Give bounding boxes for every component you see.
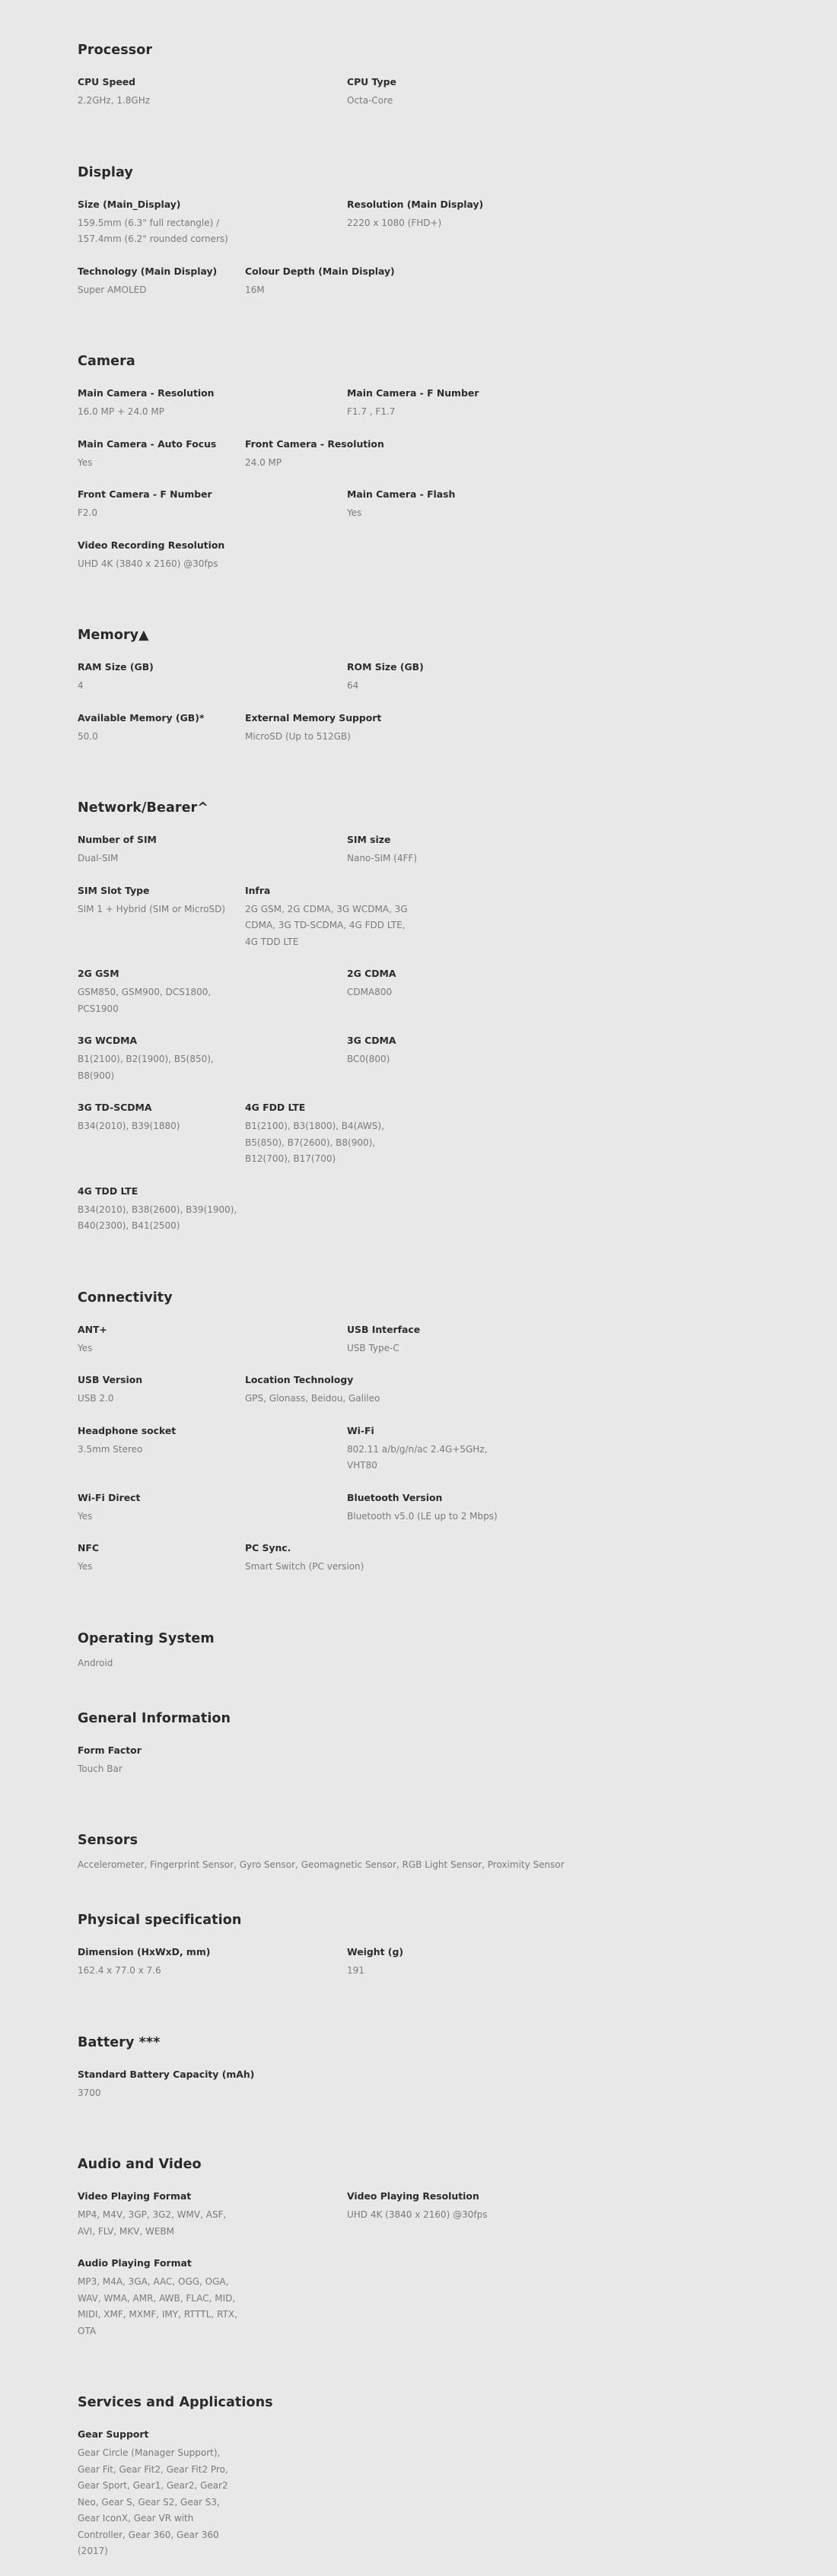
spec-label: Wi-Fi xyxy=(347,1424,374,1436)
spec-value: MicroSD (Up to 512GB) xyxy=(245,730,351,742)
spec-value: Super AMOLED xyxy=(78,284,147,295)
spec-item xyxy=(245,264,514,299)
spec-label: 4G FDD LTE xyxy=(245,1102,306,1113)
spec-label: ROM Size (GB) xyxy=(347,661,424,673)
spec-item xyxy=(78,2427,347,2560)
spec-grid xyxy=(78,1945,759,1996)
spec-item xyxy=(78,1184,347,1235)
spec-grid xyxy=(78,2189,759,2355)
spec-label: 2G CDMA xyxy=(347,968,396,979)
spec-label: NFC xyxy=(78,1542,99,1554)
spec-value: 162.4 x 77.0 x 7.6 xyxy=(78,1965,161,1976)
spec-label: Gear Support xyxy=(78,2428,149,2440)
spec-label: 4G TDD LTE xyxy=(78,1185,138,1197)
spec-value: MP4, M4V, 3GP, 3G2, WMV, ASF, AVI, FLV, MKV, WEBM xyxy=(78,2209,227,2237)
spec-label: Main Camera - Flash xyxy=(347,488,456,500)
spec-label: ANT+ xyxy=(78,1323,107,1335)
spec-item xyxy=(347,75,616,110)
section-camera xyxy=(78,352,759,588)
spec-value: 2G GSM, 2G CDMA, 3G WCDMA, 3G CDMA, 3G TD-SCDMA, 4G FDD LTE, 4G TDD LTE xyxy=(245,903,408,947)
spec-grid xyxy=(78,2067,759,2118)
spec-label: CPU Speed xyxy=(78,76,136,87)
spec-value: Touch Bar xyxy=(78,1763,123,1774)
spec-item xyxy=(245,711,514,746)
spec-label: 3G CDMA xyxy=(347,1035,396,1046)
spec-value: F2.0 xyxy=(78,507,97,518)
spec-value: 4 xyxy=(78,680,84,691)
spec-item xyxy=(347,386,616,421)
spec-item xyxy=(347,1322,616,1357)
section-network xyxy=(78,799,759,1251)
spec-value: 64 xyxy=(347,680,359,691)
spec-label: Infra xyxy=(245,884,271,896)
spec-value: 191 xyxy=(347,1965,364,1976)
spec-label: 2G GSM xyxy=(78,968,119,979)
spec-value: F1.7 , F1.7 xyxy=(347,406,396,417)
section-general xyxy=(78,1709,759,1794)
section-title: Sensors xyxy=(78,1833,138,1848)
spec-value: 24.0 MP xyxy=(245,456,282,468)
section-physical xyxy=(78,1911,759,1996)
spec-label: Main Camera - F Number xyxy=(347,387,479,399)
spec-item xyxy=(245,1100,514,1168)
spec-item xyxy=(78,2189,347,2240)
spec-item xyxy=(78,487,347,522)
spec-label: Main Camera - Auto Focus xyxy=(78,437,217,450)
spec-grid xyxy=(78,75,759,126)
spec-label: Colour Depth (Main Display) xyxy=(245,265,395,277)
spec-item xyxy=(78,966,347,1017)
section-memory xyxy=(78,626,759,761)
spec-label: SIM Slot Type xyxy=(78,884,150,896)
spec-label: Headphone socket xyxy=(78,1424,177,1436)
spec-grid xyxy=(78,386,759,588)
spec-label: Audio Playing Format xyxy=(78,2257,192,2269)
spec-label: USB Version xyxy=(78,1374,143,1385)
spec-value: SIM 1 + Hybrid (SIM or MicroSD) xyxy=(78,903,226,914)
section-os xyxy=(78,1630,759,1671)
spec-item xyxy=(78,883,245,951)
spec-label: Wi-Fi Direct xyxy=(78,1491,141,1503)
spec-item xyxy=(347,197,616,248)
spec-item xyxy=(78,1322,347,1357)
spec-label: Available Memory (GB)* xyxy=(78,711,205,724)
spec-label: Bluetooth Version xyxy=(347,1491,443,1503)
spec-grid xyxy=(78,197,759,315)
spec-value: CDMA800 xyxy=(347,987,393,997)
spec-item xyxy=(347,966,514,1017)
spec-value: Gear Circle (Manager Support), Gear Fit, Gear Fit2, Gear Fit2 Pro, Gear Sport, Gear1, Gear2, Gear2 Neo, Gear S, Gear S2, Gear S3, Gear IconX, Gear VR with Controller, Gear 360, Gear 360 (2017) xyxy=(78,2447,228,2556)
spec-item xyxy=(78,1490,347,1525)
spec-label: Video Playing Resolution xyxy=(347,2190,479,2202)
section-title: General Information xyxy=(78,1710,231,1726)
spec-item xyxy=(78,1100,245,1168)
spec-grid xyxy=(78,2427,759,2576)
spec-item xyxy=(245,883,514,951)
spec-label: Form Factor xyxy=(78,1744,142,1756)
spec-item xyxy=(347,1423,514,1474)
spec-item xyxy=(78,1372,245,1407)
spec-label: Weight (g) xyxy=(347,1946,403,1957)
spec-value: 2220 x 1080 (FHD+) xyxy=(347,217,442,228)
spec-value: B34(2010), B38(2600), B39(1900), B40(2300), B41(2500) xyxy=(78,1204,237,1231)
spec-label: 3G WCDMA xyxy=(78,1035,138,1046)
spec-label: RAM Size (GB) xyxy=(78,661,154,673)
spec-label: Front Camera - F Number xyxy=(78,488,212,500)
section-title: Operating System xyxy=(78,1630,215,1646)
spec-item xyxy=(347,1490,616,1525)
section-value: Accelerometer, Fingerprint Sensor, Gyro Sensor, Geomagnetic Sensor, RGB Light Sensor, Proximity Sensor xyxy=(78,1859,565,1870)
spec-value: 16M xyxy=(245,284,265,295)
spec-grid xyxy=(78,1743,759,1794)
spec-label: USB Interface xyxy=(347,1323,421,1335)
spec-item xyxy=(78,832,347,867)
spec-label: External Memory Support xyxy=(245,711,382,724)
spec-label: Front Camera - Resolution xyxy=(245,437,384,450)
spec-value: MP3, M4A, 3GA, AAC, OGG, OGA, WAV, WMA, AMR, AWB, FLAC, MID, MIDI, XMF, MXMF, IMY, RTTTL, RTX, OTA xyxy=(78,2276,237,2336)
spec-item xyxy=(347,660,616,695)
spec-item xyxy=(245,437,514,472)
spec-item xyxy=(78,2256,245,2339)
spec-label: Location Technology xyxy=(245,1374,354,1385)
spec-item xyxy=(347,487,514,522)
section-title: Connectivity xyxy=(78,1290,173,1305)
spec-label: Standard Battery Capacity (mAh) xyxy=(78,2068,255,2080)
spec-item xyxy=(78,437,245,472)
spec-value: 2.2GHz, 1.8GHz xyxy=(78,95,151,106)
spec-value: 3700 xyxy=(78,2087,101,2098)
spec-value: USB Type-C xyxy=(347,1342,399,1353)
section-title: Network/Bearer^ xyxy=(78,800,209,816)
spec-value: Yes xyxy=(78,1342,93,1353)
spec-value: B1(2100), B2(1900), B5(850), B8(900) xyxy=(78,1054,214,1081)
spec-label: Size (Main_Display) xyxy=(78,198,181,210)
spec-item xyxy=(78,1423,347,1474)
spec-item xyxy=(78,264,245,299)
spec-value: UHD 4K (3840 x 2160) @30fps xyxy=(78,558,218,569)
spec-value: GSM850, GSM900, DCS1800, PCS1900 xyxy=(78,987,212,1014)
spec-value: Yes xyxy=(78,456,93,468)
spec-value: GPS, Glonass, Beidou, Galileo xyxy=(245,1393,380,1404)
section-battery xyxy=(78,2034,759,2118)
spec-grid xyxy=(78,1322,759,1592)
section-title: Physical specification xyxy=(78,1913,242,1928)
section-processor xyxy=(78,41,759,126)
section-title: Services and Applications xyxy=(78,2395,273,2410)
section-title: Audio and Video xyxy=(78,2157,202,2172)
spec-label: Video Recording Resolution xyxy=(78,539,225,551)
spec-value: B34(2010), B39(1880) xyxy=(78,1121,180,1131)
section-title: Processor xyxy=(78,43,153,58)
spec-value: BC0(800) xyxy=(347,1054,390,1064)
spec-value: USB 2.0 xyxy=(78,1393,114,1404)
spec-item xyxy=(78,1033,347,1084)
spec-label: SIM size xyxy=(347,834,391,845)
spec-grid xyxy=(78,660,759,761)
spec-value: Yes xyxy=(347,507,362,518)
spec-grid xyxy=(78,832,759,1251)
spec-value: Smart Switch (PC version) xyxy=(245,1561,364,1572)
spec-item xyxy=(78,197,347,248)
spec-item xyxy=(78,2067,347,2102)
spec-value: Nano-SIM (4FF) xyxy=(347,853,417,863)
section-title: Display xyxy=(78,164,133,180)
section-value: Android xyxy=(78,1657,113,1668)
spec-item xyxy=(78,1743,347,1778)
spec-label: PC Sync. xyxy=(245,1542,291,1554)
section-sensors xyxy=(78,1831,759,1873)
section-services xyxy=(78,2393,759,2576)
spec-label: Number of SIM xyxy=(78,834,157,845)
section-connectivity xyxy=(78,1289,759,1592)
spec-label: Technology (Main Display) xyxy=(78,265,218,277)
section-title: Battery *** xyxy=(78,2034,161,2050)
spec-value: Bluetooth v5.0 (LE up to 2 Mbps) xyxy=(347,1510,498,1522)
spec-item xyxy=(78,1945,347,1980)
spec-label: Video Playing Format xyxy=(78,2190,192,2202)
spec-value: 802.11 a/b/g/n/ac 2.4G+5GHz, VHT80 xyxy=(347,1443,488,1471)
spec-value: Yes xyxy=(78,1561,93,1572)
spec-item xyxy=(78,660,347,695)
spec-value: B1(2100), B3(1800), B4(AWS), B5(850), B7(2600), B8(900), B12(700), B17(700) xyxy=(245,1121,384,1164)
spec-value: 159.5mm (6.3" full rectangle) / 157.4mm (6.2" rounded corners) xyxy=(78,217,228,244)
spec-item xyxy=(347,1033,616,1084)
spec-value: Octa-Core xyxy=(347,95,393,106)
spec-item xyxy=(78,711,245,746)
section-display xyxy=(78,164,759,315)
spec-item xyxy=(347,832,616,867)
section-title: Memory▲ xyxy=(78,628,149,643)
spec-item xyxy=(78,386,347,421)
spec-value: UHD 4K (3840 x 2160) @30fps xyxy=(347,2209,488,2220)
spec-value: 16.0 MP + 24.0 MP xyxy=(78,406,164,417)
spec-value: Dual-SIM xyxy=(78,853,119,863)
spec-label: Resolution (Main Display) xyxy=(347,198,484,210)
section-audio-video xyxy=(78,2155,759,2355)
spec-label: CPU Type xyxy=(347,76,396,87)
spec-item xyxy=(347,2189,616,2240)
spec-item xyxy=(78,75,347,110)
spec-item xyxy=(78,1541,245,1576)
spec-value: 3.5mm Stereo xyxy=(78,1443,143,1455)
section-title: Camera xyxy=(78,354,135,369)
spec-value: 50.0 xyxy=(78,730,98,742)
spec-item xyxy=(78,538,347,573)
spec-item xyxy=(245,1372,514,1407)
spec-value: Yes xyxy=(78,1510,93,1522)
spec-label: Dimension (HxWxD, mm) xyxy=(78,1946,211,1957)
spec-item xyxy=(245,1541,514,1576)
spec-label: Main Camera - Resolution xyxy=(78,387,215,399)
spec-label: 3G TD-SCDMA xyxy=(78,1102,152,1113)
spec-item xyxy=(347,1945,616,1980)
